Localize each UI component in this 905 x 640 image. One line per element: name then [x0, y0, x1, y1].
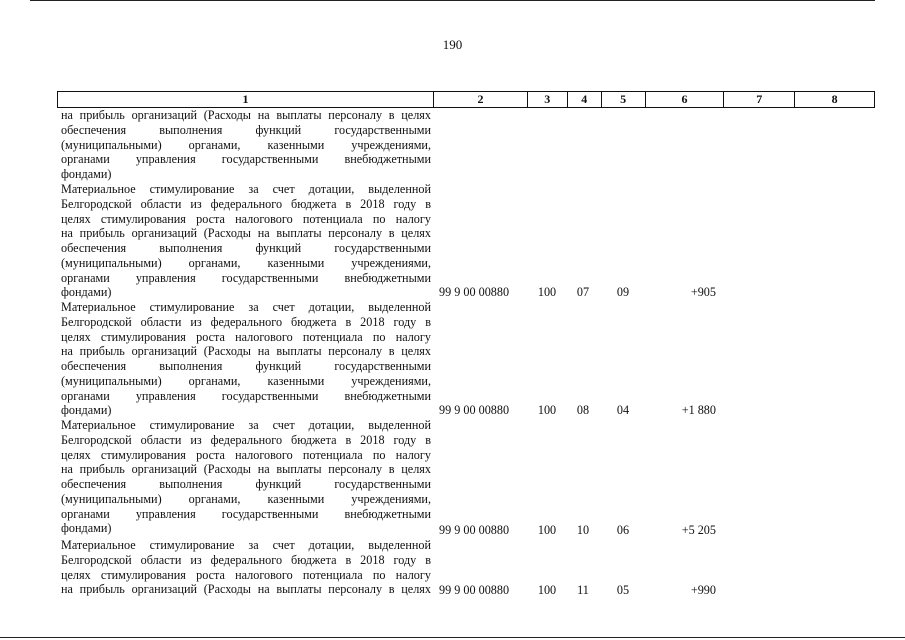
- subsection-code: 05: [616, 583, 630, 597]
- description-line: Материальное стимулирование за счет дотации, выделенной: [61, 418, 431, 432]
- description-line: обеспечения выполнения функций государственными: [61, 477, 431, 491]
- description-line: органами управления государственными внебюджетными: [61, 388, 431, 403]
- description-line: Материальное стимулирование за счет дотации, выделенной: [61, 182, 431, 196]
- description-line: на прибыль организаций (Расходы на выплаты персоналу в целях: [61, 108, 431, 122]
- description-line: на прибыль организаций (Расходы на выплаты персоналу в целях: [61, 344, 431, 359]
- description-line: Белгородской области из федерального бюджета в 2018 году в: [61, 432, 431, 447]
- expense-type-code: 100: [537, 403, 557, 417]
- budget-code: 99 9 00 00880: [439, 285, 510, 299]
- description-line: фондами): [61, 167, 112, 181]
- row-description: [61, 108, 431, 182]
- description-line: фондами): [61, 285, 112, 300]
- description-line: Белгородской области из федерального бюджета в 2018 году в: [61, 196, 431, 211]
- description-line: на прибыль организаций (Расходы на выплаты персоналу в целях: [61, 226, 431, 241]
- column-header-1: 1: [58, 92, 434, 107]
- column-header-8: 8: [831, 92, 838, 106]
- column-header-6: 6: [646, 92, 725, 107]
- description-line: (муниципальными) органами, казенными учреждениями,: [61, 373, 431, 388]
- expense-type-code: 100: [537, 583, 557, 597]
- section-code: 08: [576, 403, 590, 417]
- description-line: фондами): [61, 403, 112, 418]
- column-header-7: 7: [724, 92, 795, 107]
- scan-edge-bottom: [0, 637, 905, 638]
- row-description: [61, 538, 431, 597]
- row-description: [61, 182, 431, 300]
- description-line: целях стимулирования роста налогового потенциала по налогу: [61, 447, 431, 462]
- section-code: 10: [576, 523, 590, 537]
- description-line: на прибыль организаций (Расходы на выплаты персоналу в целях: [61, 582, 431, 597]
- expense-type-code: 100: [537, 285, 557, 299]
- description-line: органами управления государственными внебюджетными: [61, 152, 431, 167]
- description-line: (муниципальными) органами, казенными учреждениями,: [61, 255, 431, 270]
- budget-code: 99 9 00 00880: [439, 403, 510, 417]
- description-line: обеспечения выполнения функций государственными: [61, 122, 431, 137]
- subsection-code: 04: [616, 403, 630, 417]
- subsection-code: 06: [616, 523, 630, 537]
- page-number: 190: [442, 37, 463, 52]
- description-line: обеспечения выполнения функций государственными: [61, 241, 431, 255]
- description-line: органами управления государственными внебюджетными: [61, 506, 431, 521]
- amount-change: +1 880: [681, 403, 716, 417]
- description-line: фондами): [61, 521, 112, 536]
- amount-change: +5 205: [681, 523, 716, 537]
- scan-edge-top: [30, 0, 875, 1]
- description-line: (муниципальными) органами, казенными учреждениями,: [61, 137, 431, 152]
- table-header-row: [57, 91, 875, 108]
- budget-code: 99 9 00 00880: [439, 583, 510, 597]
- column-header-4: 4: [568, 92, 602, 107]
- subsection-code: 09: [616, 285, 630, 299]
- description-line: целях стимулирования роста налогового потенциала по налогу: [61, 211, 431, 226]
- description-line: Материальное стимулирование за счет дотации, выделенной: [61, 300, 431, 314]
- row-description: [61, 300, 431, 418]
- budget-code: 99 9 00 00880: [439, 523, 510, 537]
- amount-change: +905: [690, 285, 716, 299]
- description-line: целях стимулирования роста налогового потенциала по налогу: [61, 329, 431, 344]
- column-header-5: 5: [602, 92, 646, 107]
- description-line: Белгородской области из федерального бюджета в 2018 году в: [61, 314, 431, 329]
- section-code: 11: [577, 583, 589, 597]
- description-line: органами управления государственными внебюджетными: [61, 270, 431, 285]
- section-code: 07: [576, 285, 590, 299]
- description-line: (муниципальными) органами, казенными учреждениями,: [61, 491, 431, 506]
- column-header-2: 2: [434, 92, 528, 107]
- description-line: на прибыль организаций (Расходы на выплаты персоналу в целях: [61, 462, 431, 477]
- description-line: Материальное стимулирование за счет дотации, выделенной: [61, 538, 431, 552]
- description-line: Белгородской области из федерального бюджета в 2018 году в: [61, 552, 431, 567]
- amount-change: +990: [690, 583, 716, 597]
- description-line: обеспечения выполнения функций государственными: [61, 359, 431, 373]
- description-line: целях стимулирования роста налогового потенциала по налогу: [61, 567, 431, 582]
- column-header-3: 3: [528, 92, 568, 107]
- expense-type-code: 100: [537, 523, 557, 537]
- row-description: [61, 418, 431, 536]
